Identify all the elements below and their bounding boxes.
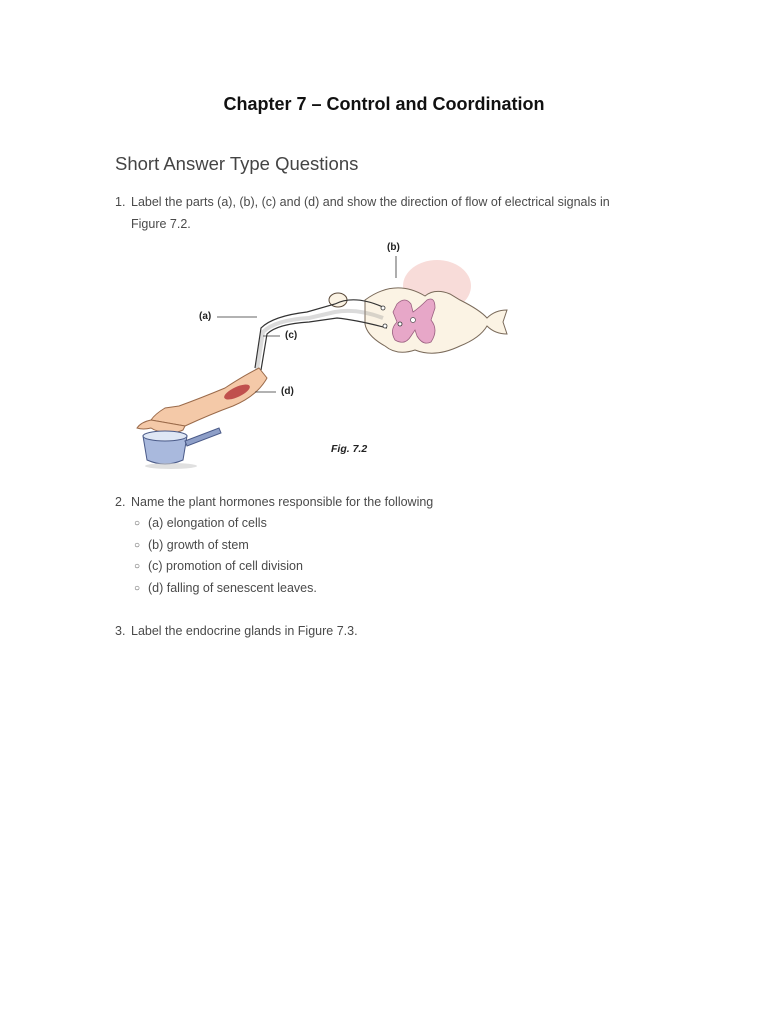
circle-bullet-icon: ○ (134, 539, 141, 551)
synapse-dot (398, 322, 402, 326)
saucepan-shadow (145, 463, 197, 469)
question-2 (115, 491, 665, 513)
nerve-bundle-shade (257, 311, 383, 370)
question-number: 3. (115, 624, 126, 638)
saucepan-handle (185, 428, 221, 446)
circle-bullet-icon: ○ (134, 582, 141, 594)
question-1 (115, 191, 665, 235)
list-item: ○ (b) growth of stem (134, 535, 317, 557)
question-text: Label the parts (a), (b), (c) and (d) and show the direction of flow of electrical signals in (131, 195, 610, 209)
synapse-dot (383, 324, 387, 328)
question-text: Name the plant hormones responsible for the following (131, 495, 434, 509)
question-number: 2. (115, 495, 126, 509)
figure-label-d: (d) (281, 386, 294, 397)
synapse-dot (381, 306, 385, 310)
arm (151, 368, 267, 426)
question-text: Label the endocrine glands in Figure 7.3. (131, 624, 358, 638)
question-1-line-2: Figure 7.2. (131, 217, 191, 231)
section-heading: Short Answer Type Questions (115, 153, 359, 174)
figure-7-2 (135, 238, 515, 474)
list-item: ○ (c) promotion of cell division (134, 556, 317, 578)
reflex-arc-illustration (135, 238, 515, 474)
figure-label-c: (c) (285, 330, 298, 341)
question-number: 1. (115, 195, 126, 209)
saucepan-rim (143, 431, 187, 441)
question-3 (115, 620, 665, 642)
list-item: ○ (a) elongation of cells (134, 513, 317, 535)
figure-caption: Fig. 7.2 (331, 443, 368, 455)
circle-bullet-icon: ○ (134, 561, 141, 572)
figure-label-b: (b) (387, 242, 400, 253)
spinal-cord (365, 288, 507, 353)
question-1-line-1 (115, 191, 665, 213)
figure-label-a: (a) (199, 311, 212, 322)
page-title: Chapter 7 – Control and Coordination (223, 94, 545, 114)
central-canal (411, 318, 416, 323)
question-2-subitems (134, 513, 317, 599)
list-item: ○ (d) falling of senescent leaves. (134, 578, 317, 600)
circle-bullet-icon: ○ (134, 518, 141, 529)
